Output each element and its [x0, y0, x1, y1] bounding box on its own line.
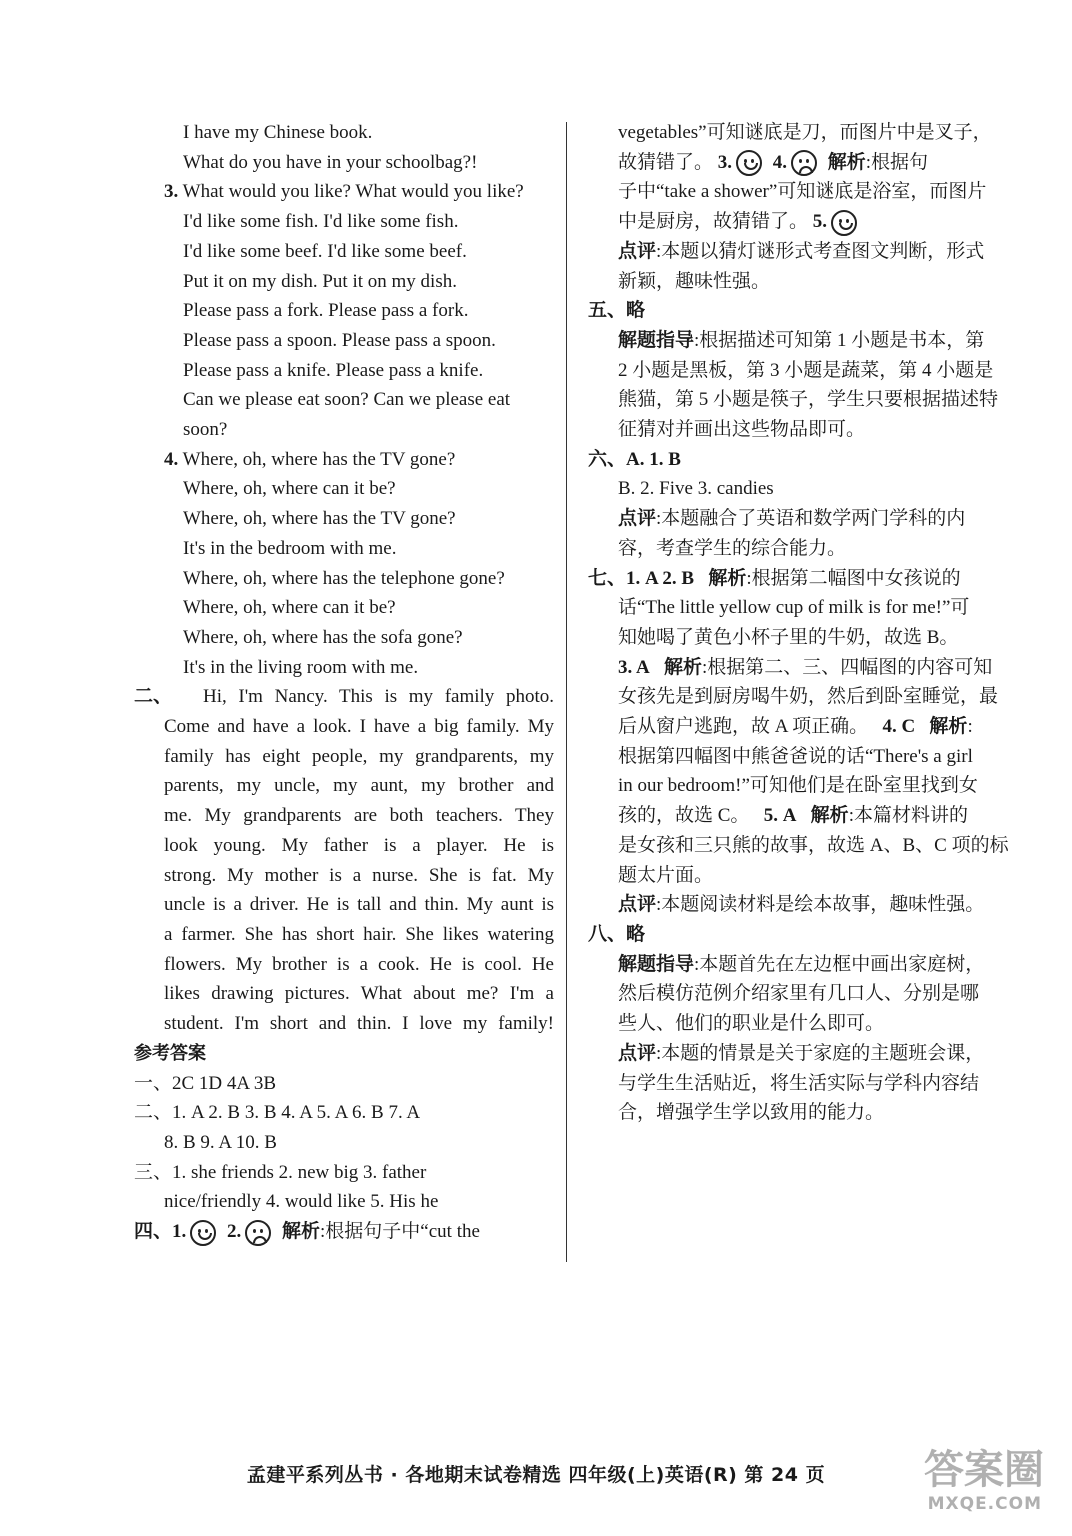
- column-divider: [566, 122, 567, 1262]
- section-heading: 五、略: [588, 300, 646, 322]
- guide-line: 解题指导:本题首先在左边框中画出家庭树，: [618, 953, 985, 975]
- text-line: 2 小题是黑板，第 3 小题是蔬菜，第 4 小题是: [618, 359, 994, 381]
- passage-line: flowers. My brother is a cook. He is cool. He: [164, 953, 554, 975]
- text-line: 根据第四幅图中熊爸爸说的话“There's a girl: [618, 745, 973, 767]
- text-line: It's in the bedroom with me.: [183, 537, 397, 559]
- section-heading: 七、1. A 2. B 解析:根据第二幅图中女孩说的: [588, 567, 961, 589]
- comment-label: 点评: [618, 240, 657, 262]
- text-line: Put it on my dish. Put it on my dish.: [183, 270, 457, 292]
- section-heading: 六、A. 1. B: [588, 448, 681, 470]
- text-line: I have my Chinese book.: [183, 122, 373, 143]
- analysis-label: 解析: [929, 716, 968, 738]
- answer-line: 四、1. 2. 解析:根据句子中“cut the: [134, 1217, 554, 1247]
- answer-line: 三、1. she friends 2. new big 3. father: [134, 1161, 427, 1183]
- comment-line: 点评:本题融合了英语和数学两门学科的内: [618, 508, 966, 530]
- answer-line: 二、1. A 2. B 3. B 4. A 5. A 6. B 7. A: [134, 1102, 421, 1124]
- text-line: Where, oh, where can it be?: [183, 597, 396, 619]
- analysis-label: 解析: [708, 567, 747, 589]
- watermark-logo: [888, 1438, 1048, 1528]
- text-line: in our bedroom!”可知他们是在卧室里找到女: [618, 775, 978, 797]
- passage-line: likes drawing pictures. What about me? I'm a: [164, 983, 554, 1005]
- song-3: [134, 177, 554, 207]
- text-line: Where, oh, where has the sofa gone?: [183, 626, 463, 648]
- sad-face-icon: [791, 150, 817, 176]
- comment-line: 点评:本题阅读材料是绘本故事，趣味性强。: [618, 894, 985, 916]
- passage-line: a farmer. She has short hair. She likes watering: [164, 923, 554, 945]
- text-line: 题太片面。: [618, 864, 714, 886]
- answer-line: 一、2C 1D 4A 3B: [134, 1072, 276, 1094]
- passage-line: student. I'm short and thin. I love my family!: [164, 1013, 554, 1035]
- text-line: Where, oh, where has the telephone gone?: [183, 567, 505, 589]
- text-line: What do you have in your schoolbag?!: [183, 151, 478, 173]
- text-line: I'd like some fish. I'd like some fish.: [183, 211, 459, 233]
- text-line: 与学生生活贴近，将生活实际与学科内容结: [618, 1072, 980, 1094]
- passage-line: parents, my uncle, my aunt, my brother and: [164, 775, 554, 797]
- section-heading: 八、略: [588, 923, 646, 945]
- song-4: [134, 445, 554, 475]
- guide-label: 解题指导: [618, 953, 695, 975]
- smiley-face-icon: [736, 150, 762, 176]
- comment-label: 点评: [618, 1042, 657, 1064]
- text-line: 容，考查学生的综合能力。: [618, 537, 847, 559]
- text-line: Can we please eat soon? Can we please eat: [183, 389, 511, 411]
- comment-label: 点评: [618, 894, 657, 916]
- text-line: 女孩先是到厨房喝牛奶，然后到卧室睡觉，最: [618, 686, 999, 708]
- passage-line: Come and have a look. I have a big family. My: [164, 716, 554, 738]
- answer-key-title: 参考答案: [134, 1042, 206, 1064]
- text-line: 熊猫，第 5 小题是筷子，学生只要根据描述特: [618, 389, 999, 411]
- page-footer: 孟建平系列丛书 · 各地期末试卷精选 四年级(上)英语(R) 第 24 页: [246, 1464, 826, 1486]
- smiley-face-icon: [190, 1220, 216, 1246]
- answer-line: 8. B 9. A 10. B: [164, 1131, 277, 1153]
- comment-label: 点评: [618, 508, 657, 530]
- text-line: Where, oh, where can it be?: [183, 478, 396, 500]
- passage-line: family has eight people, my grandparents, my: [164, 745, 554, 767]
- passage-line: strong. My mother is a nurse. She is fat. My: [164, 864, 554, 886]
- text-line: 3. A 解析:根据第二、三、四幅图的内容可知: [618, 656, 993, 678]
- analysis-label: 解析: [663, 656, 702, 678]
- answer-line: nice/friendly 4. would like 5. His he: [164, 1191, 439, 1213]
- text-line: 孩的，故选 C。 5. A 解析:本篇材料讲的: [618, 805, 968, 827]
- passage-line: uncle is a driver. He is tall and thin. My aunt is: [164, 894, 554, 916]
- guide-line: 解题指导:根据描述可知第 1 小题是书本，第: [618, 329, 985, 351]
- watermark-text: 答案圈: [924, 1447, 1044, 1493]
- text-line: soon?: [183, 419, 228, 441]
- sad-face-icon: [245, 1220, 271, 1246]
- text-line: 新颖，趣味性强。: [618, 270, 771, 292]
- text-line: 合，增强学生学以致用的能力。: [618, 1102, 885, 1124]
- text-line: 故猜错了。 3. 4. 解析:根据句: [588, 148, 1008, 178]
- passage-line: 二、 Hi, I'm Nancy. This is my family photo.: [134, 682, 554, 712]
- item-number: 3.: [164, 181, 179, 203]
- text-line: 中是厨房，故猜错了。 5.: [588, 207, 1008, 237]
- passage-line: look young. My father is a player. He is: [164, 834, 554, 856]
- text-line: 是女孩和三只熊的故事，故选 A、B、C 项的标: [618, 834, 1009, 856]
- text-line: It's in the living room with me.: [183, 656, 419, 678]
- comment-line: 点评:本题的情景是关于家庭的主题班会课，: [618, 1042, 985, 1064]
- text-line: Where, oh, where has the TV gone?: [182, 448, 456, 470]
- smiley-face-icon: [831, 210, 857, 236]
- text-line: Please pass a fork. Please pass a fork.: [183, 300, 469, 322]
- answer-line: B. 2. Five 3. candies: [618, 478, 774, 500]
- right-column: [588, 118, 1008, 1128]
- item-number: 4.: [164, 448, 179, 470]
- text-line: Where, oh, where has the TV gone?: [183, 508, 456, 530]
- watermark-url: MXQE.COM: [927, 1494, 1042, 1514]
- text-line: Please pass a knife. Please pass a knife.: [183, 359, 484, 381]
- text-line: 子中“take a shower”可知谜底是浴室，而图片: [618, 181, 987, 203]
- text-line: 后从窗户逃跑，故 A 项正确。 4. C 解析:: [618, 716, 973, 738]
- text-line: 征猜对并画出这些物品即可。: [618, 419, 866, 441]
- text-line: I'd like some beef. I'd like some beef.: [183, 240, 467, 262]
- text-line: vegetables”可知谜底是刀，而图片中是叉子，: [618, 122, 992, 143]
- text-line: 然后模仿范例介绍家里有几口人、分别是哪: [618, 983, 980, 1005]
- passage-line: me. My grandparents are both teachers. They: [164, 805, 554, 827]
- analysis-label: 解析: [810, 805, 849, 827]
- text-line: 话“The little yellow cup of milk is for me!”可: [618, 597, 970, 619]
- text-line: What would you like? What would you like?: [182, 181, 524, 203]
- comment-line: 点评:本题以猜灯谜形式考查图文判断，形式: [618, 240, 985, 262]
- guide-label: 解题指导: [618, 329, 695, 351]
- analysis-label: 解析: [827, 151, 866, 173]
- text-line: 知她喝了黄色小杯子里的牛奶，故选 B。: [618, 626, 959, 648]
- left-column: [134, 118, 554, 1247]
- text-line: 些人、他们的职业是什么即可。: [618, 1013, 885, 1035]
- text-line: Please pass a spoon. Please pass a spoon.: [183, 329, 496, 351]
- section-number: 二、: [134, 686, 173, 708]
- analysis-label: 解析: [282, 1221, 321, 1243]
